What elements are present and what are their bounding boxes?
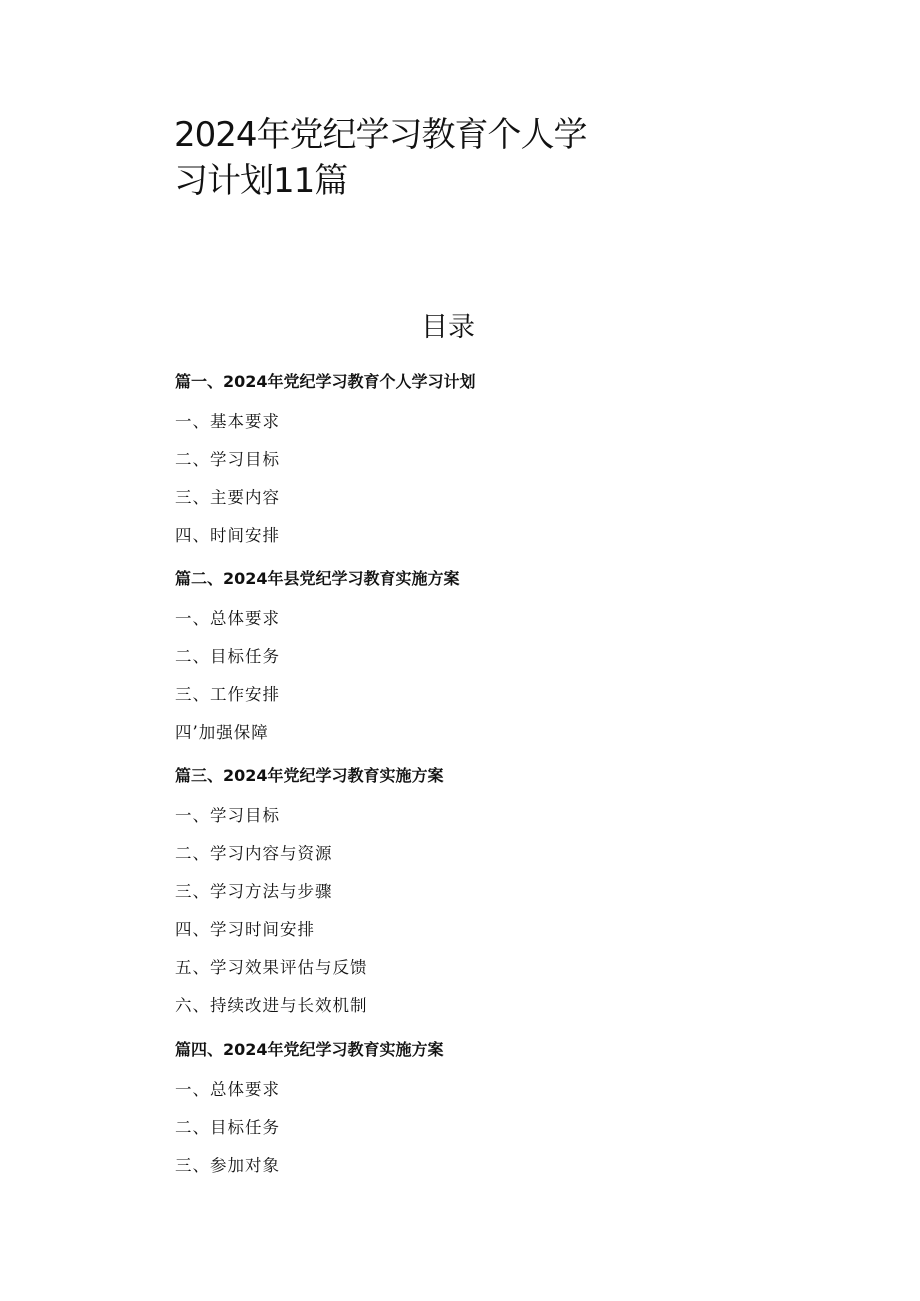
toc-section-2[interactable]: 篇二、2024年县党纪学习教育实施方案 [175,569,460,588]
toc-item[interactable]: 二、目标任务 [175,647,280,666]
toc-item[interactable]: 一、总体要求 [175,1080,280,1099]
toc-item[interactable]: 一、总体要求 [175,609,280,628]
toc-section-1[interactable]: 篇一、2024年党纪学习教育个人学习计划 [175,372,476,391]
toc-item[interactable]: 四、时间安排 [175,526,280,545]
document-title: 2024年党纪学习教育个人学习计划11篇 [174,115,587,201]
toc-item[interactable]: 三、学习方法与步骤 [175,882,333,901]
toc-item[interactable]: 三、参加对象 [175,1156,280,1175]
toc-item[interactable]: 五、学习效果评估与反馈 [175,958,368,977]
toc-section-3[interactable]: 篇三、2024年党纪学习教育实施方案 [175,766,444,785]
toc-item[interactable]: 一、学习目标 [175,806,280,825]
toc-section-4[interactable]: 篇四、2024年党纪学习教育实施方案 [175,1040,444,1059]
toc-item[interactable]: 四、学习时间安排 [175,920,315,939]
toc-item[interactable]: 六、持续改进与长效机制 [175,996,368,1015]
toc-item[interactable]: 二、学习目标 [175,450,280,469]
toc-item[interactable]: 二、目标任务 [175,1118,280,1137]
toc-heading: 目录 [421,312,475,343]
toc-item[interactable]: 二、学习内容与资源 [175,844,333,863]
toc-item[interactable]: 四’加强保障 [175,723,269,742]
toc-item[interactable]: 一、基本要求 [175,412,280,431]
toc-item[interactable]: 三、工作安排 [175,685,280,704]
toc-item[interactable]: 三、主要内容 [175,488,280,507]
